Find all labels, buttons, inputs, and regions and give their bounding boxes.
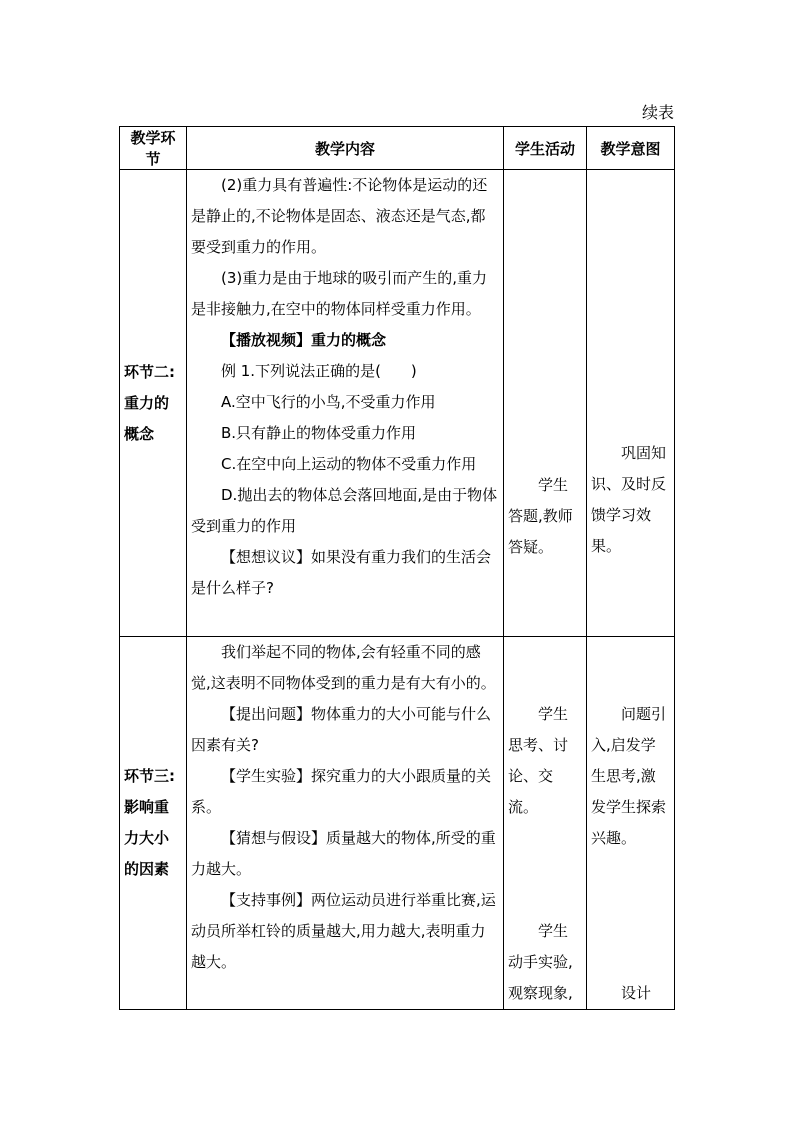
activity-cell (504, 170, 587, 637)
stage-label: 影响重 (124, 798, 170, 816)
table-row (120, 637, 675, 1010)
example-question: 例 1.下列说法正确的是( ) (221, 362, 417, 380)
header-stage: 教学环节 (120, 127, 187, 170)
stage-label: 力大小 (124, 829, 170, 847)
stage-label: 环节二: (124, 362, 175, 381)
content-cell (187, 637, 504, 1010)
stage-label: 环节三: (124, 767, 175, 785)
content-paragraph (191, 325, 499, 356)
stage-label: 重力的 (124, 393, 170, 412)
content-paragraph: 【猜想与假设】质量越大的物体,所受的重力越大。 (191, 829, 496, 878)
video-tag: 【播放视频】 (221, 331, 312, 349)
content-paragraph: (3)重力是由于地球的吸引而产生的,重力是非接触力,在空中的物体同样受重力作用。 (191, 269, 488, 318)
content-paragraph: 【学生实验】探究重力的大小跟质量的关系。 (191, 767, 492, 816)
intent-cell (587, 170, 675, 637)
stage-label: 概念 (124, 424, 155, 443)
content-paragraph: (2)重力具有普遍性:不论物体是运动的还是静止的,不论物体是固态、液态还是气态,都要受到重力的作用。 (191, 176, 488, 256)
content-paragraph: 我们举起不同的物体,会有轻重不同的感觉,这表明不同物体受到的重力是有大有小的。 (191, 643, 496, 692)
intent-cell (587, 637, 675, 1010)
table-row (120, 170, 675, 637)
example-option: B.只有静止的物体受重力作用 (221, 424, 417, 442)
table-header-row (120, 127, 675, 170)
example-option: C.在空中向上运动的物体不受重力作用 (221, 455, 477, 473)
header-content: 教学内容 (187, 127, 504, 170)
activity-cell (504, 637, 587, 1010)
intent-text: 问题引入,启发学生思考,激发学生探索兴趣。 (591, 705, 667, 847)
example-option: D.抛出去的物体总会落回地面,是由于物体受到重力的作用 (191, 486, 498, 535)
video-title: 重力的概念 (311, 331, 387, 349)
content-paragraph: 【提出问题】物体重力的大小可能与什么因素有关? (191, 705, 492, 754)
content-paragraph: 【支持事例】两位运动员进行举重比赛,运动员所举杠铃的质量越大,用力越大,表明重力越大。 (191, 891, 496, 971)
header-activity: 学生活动 (504, 127, 587, 170)
intent-text: 设计 (621, 984, 652, 1002)
stage-cell (120, 637, 187, 1010)
intent-text: 巩固知识、及时反馈学习效果。 (591, 444, 667, 555)
content-paragraph: 【想想议议】如果没有重力我们的生活会是什么样子? (191, 548, 492, 597)
activity-text: 学生思考、讨论、交流。 (508, 705, 569, 816)
lesson-table (119, 126, 675, 1010)
content-cell (187, 170, 504, 637)
example-option: A.空中飞行的小鸟,不受重力作用 (221, 393, 436, 411)
table-caption: 续表 (641, 103, 674, 122)
activity-text: 学生答题,教师答疑。 (508, 476, 573, 556)
activity-text: 学生动手实验,观察现象, (508, 922, 573, 1002)
header-intent: 教学意图 (587, 127, 675, 170)
stage-label: 的因素 (124, 860, 170, 878)
stage-cell (120, 170, 187, 637)
